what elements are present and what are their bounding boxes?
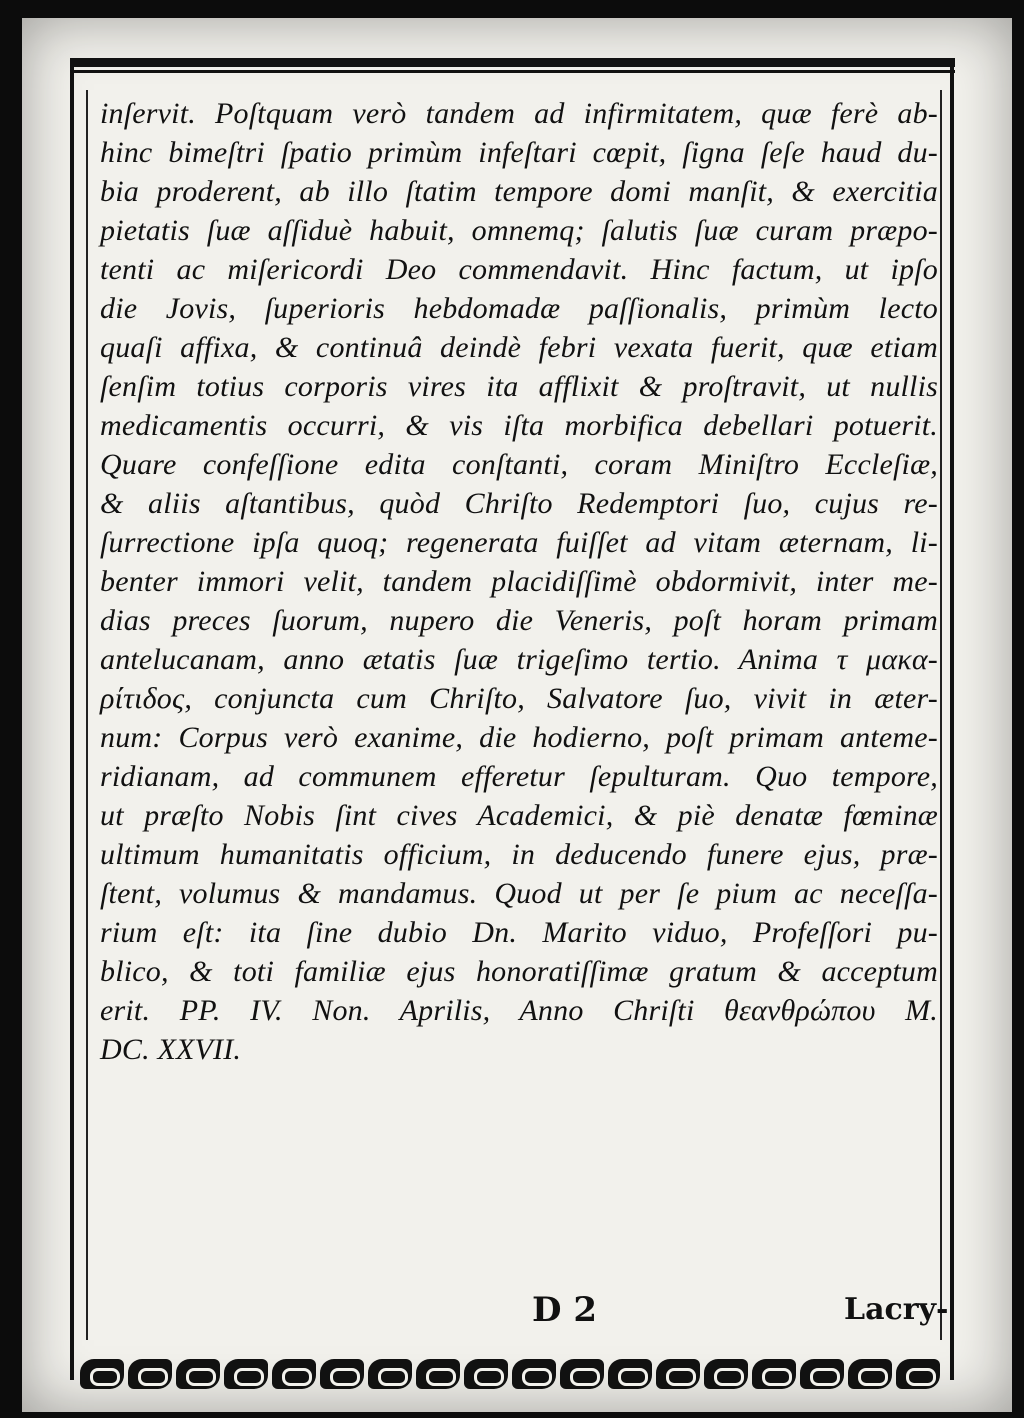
text-line: num: Corpus verò exanime, die hodierno, poſt primam anteme-: [100, 721, 938, 754]
ornament-icon: [560, 1359, 604, 1389]
frame-left-inner-border: [86, 90, 88, 1340]
text-line: ridianam, ad communem efferetur ſepulturam. Quo tempore,: [100, 760, 938, 793]
text-line: antelucanam, anno ætatis ſuæ trigeſimo tertio. Anima τ μακα-: [100, 643, 938, 676]
text-line: ρίτιδος, conjuncta cum Chriſto, Salvatore ſuo, vivit in æter-: [100, 682, 938, 715]
ornament-icon: [704, 1359, 748, 1389]
text-line: tenti ac miſericordi Deo commendavit. Hinc factum, ut ipſo: [100, 253, 938, 286]
text-line: ut præſto Nobis ſint cives Academici, & piè denatæ fœminæ: [100, 799, 938, 832]
frame-left-border: [70, 62, 74, 1380]
ornament-icon: [320, 1359, 364, 1389]
ornament-icon: [176, 1359, 220, 1389]
text-line: pietatis ſuæ aſſiduè habuit, omnemq; ſalutis ſuæ curam præpo-: [100, 214, 938, 247]
text-line: ſtent, volumus & mandamus. Quod ut per ſe pium ac neceſſa-: [100, 877, 938, 910]
text-line: inſervit. Poſtquam verò tandem ad infirmitatem, quæ ferè ab-: [100, 97, 938, 130]
catchword: Lacry-: [844, 1292, 949, 1327]
ornament-icon: [800, 1359, 844, 1389]
ornament-icon: [368, 1359, 412, 1389]
text-line: ſurrectione ipſa quoq; regenerata fuiſſet ad vitam æternam, li-: [100, 526, 938, 559]
top-rule: [70, 58, 955, 67]
text-line: Quare confeſſione edita conſtanti, coram Miniſtro Eccleſiæ,: [100, 448, 938, 481]
text-line: medicamentis occurri, & vis iſta morbifica debellari potuerit.: [100, 409, 938, 442]
ornament-icon: [464, 1359, 508, 1389]
ornament-icon: [896, 1359, 940, 1389]
ornament-icon: [608, 1359, 652, 1389]
text-line: dias preces ſuorum, nupero die Veneris, poſt horam primam: [100, 604, 938, 637]
text-line: erit. PP. IV. Non. Aprilis, Anno Chriſti θεανθρώπου M.: [100, 994, 938, 1027]
body-text: [100, 94, 938, 1069]
text-line: benter immori velit, tandem placidiſſimè obdormivit, inter me-: [100, 565, 938, 598]
text-line: ultimum humanitatis officium, in deducendo funere ejus, præ-: [100, 838, 938, 871]
signature-mark: D 2: [532, 1290, 597, 1330]
text-line: ſenſim totius corporis vires ita afflixit & proſtravit, ut nullis: [100, 370, 938, 403]
frame-right-inner-border: [940, 90, 942, 1340]
top-rule-thin: [70, 70, 955, 73]
text-line: hinc bimeſtri ſpatio primùm infeſtari cœpit, ſigna ſeſe haud du-: [100, 136, 938, 169]
ornament-icon: [128, 1359, 172, 1389]
ornament-icon: [848, 1359, 892, 1389]
text-line: rium eſt: ita ſine dubio Dn. Marito viduo, Profeſſori pu-: [100, 916, 938, 949]
ornament-icon: [224, 1359, 268, 1389]
text-line: DC. XXVII.: [100, 1033, 242, 1066]
ornamental-border: [80, 1355, 956, 1393]
ornament-icon: [656, 1359, 700, 1389]
ornament-icon: [752, 1359, 796, 1389]
ornament-icon: [272, 1359, 316, 1389]
frame-right-border: [950, 62, 954, 1380]
text-line: & aliis aſtantibus, quòd Chriſto Redemptori ſuo, cujus re-: [100, 487, 938, 520]
ornament-icon: [512, 1359, 556, 1389]
text-line: blico, & toti familiæ ejus honoratiſſimæ gratum & acceptum: [100, 955, 938, 988]
ornament-icon: [416, 1359, 460, 1389]
text-line: die Jovis, ſuperioris hebdomadæ paſſionalis, primùm lecto: [100, 292, 938, 325]
text-line: quaſi affixa, & continuâ deindè febri vexata fuerit, quæ etiam: [100, 331, 938, 364]
text-line: bia proderent, ab illo ſtatim tempore domi manſit, & exercitia: [100, 175, 938, 208]
ornament-icon: [80, 1359, 124, 1389]
